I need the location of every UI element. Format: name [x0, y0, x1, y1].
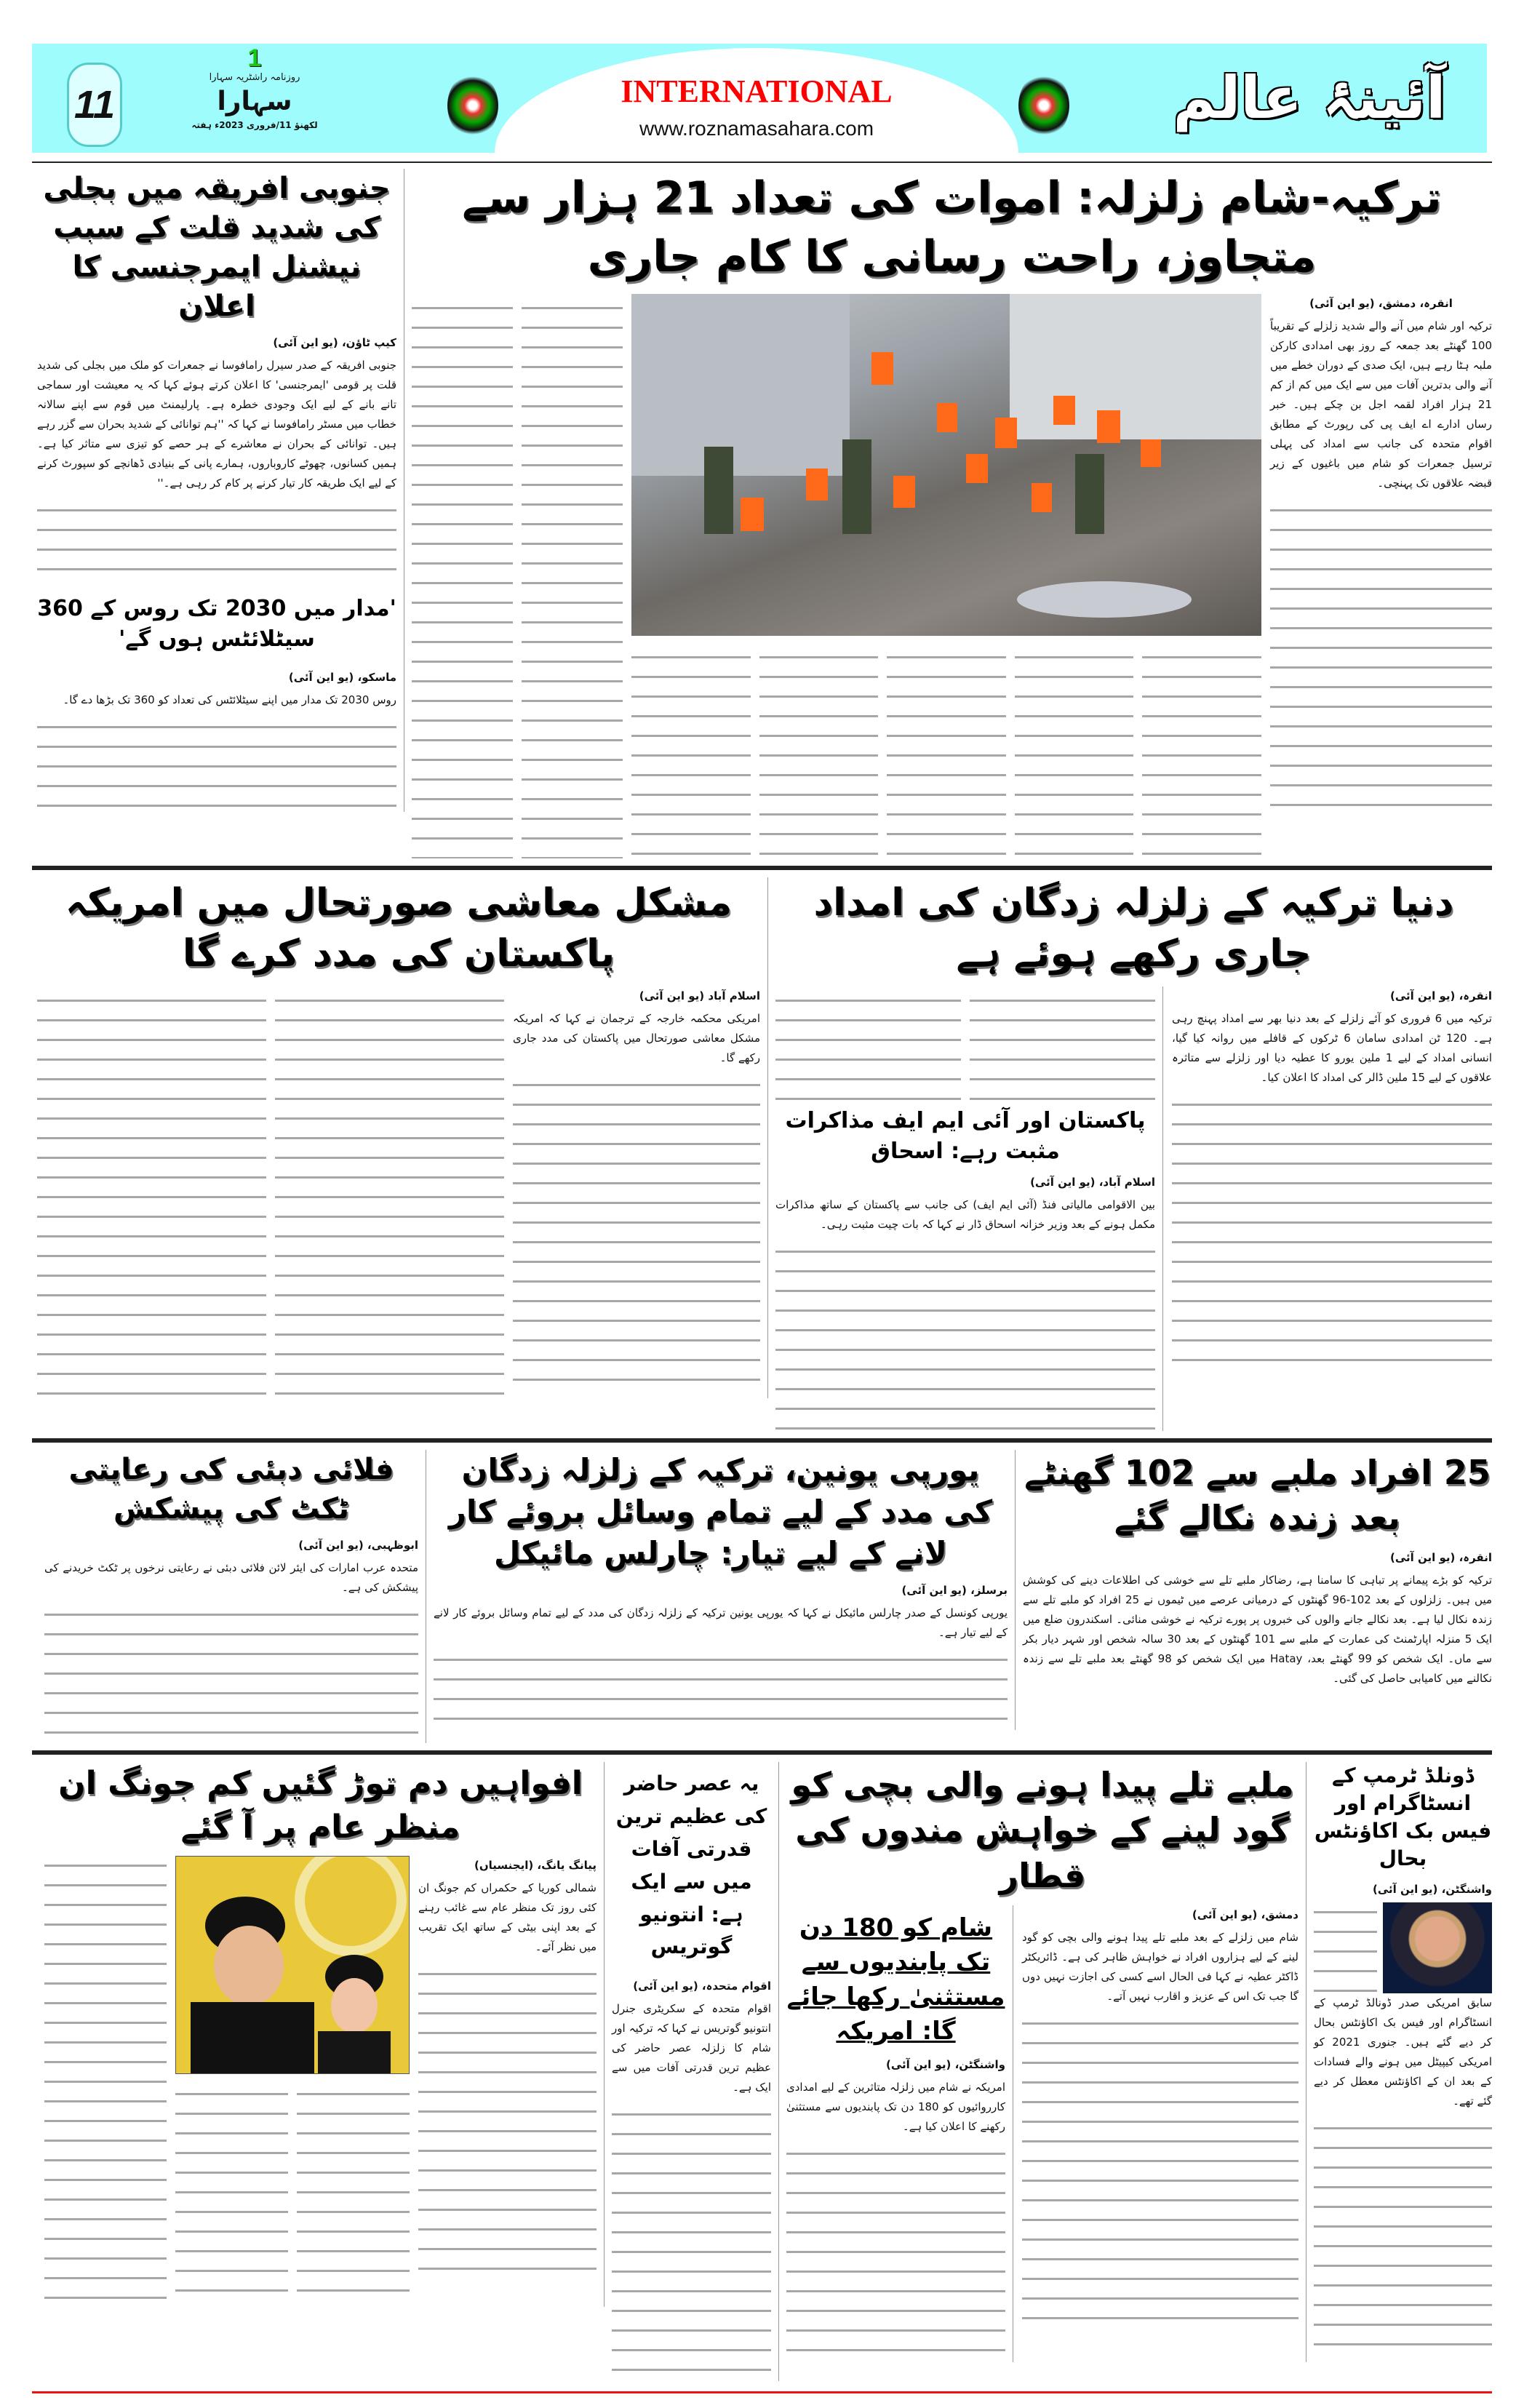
text-column [887, 647, 1006, 858]
section-divider [32, 866, 1492, 870]
headline-us-pakistan: مشکل معاشی صورتحال میں امریکہ پاکستان کی مدد کرے گا [65, 881, 733, 976]
article-world-aid [1172, 986, 1492, 1379]
dateline: اسلام آباد (یو این آئی) [639, 989, 760, 1003]
article-south-africa [37, 333, 396, 581]
story-south-africa [37, 169, 404, 812]
text-column [759, 647, 879, 858]
text-column [175, 2084, 288, 2303]
text-column [275, 991, 504, 1398]
story-rescued-25 [1023, 1450, 1492, 1691]
sunburst-emblem-icon [1018, 73, 1069, 138]
story-world-aid [775, 877, 1492, 1431]
article-baby-adoption [1022, 1905, 1298, 2334]
article-body: شام میں زلزلے کے بعد ملبے تلے پیدا ہونے والی بچی کو گود لینے کے لیے ہزاروں افراد نے خواہش ظاہر کی ہے۔ ڈائریکٹر ڈاکٹر عطیہ نے کہا فی الحال اسے کسی کی اجازت نہیں دوں گا جب تک اس کے عزیز و اقارب نہیں آتے۔ [1022, 1930, 1298, 2003]
text-column [631, 647, 751, 858]
text-continuation [513, 1075, 760, 1395]
dateline: اسلام آباد، (یو این آئی) [1030, 1176, 1155, 1189]
story-baby-adoption [786, 1762, 1306, 2362]
article-us-pakistan [513, 986, 760, 1395]
headline-trump: ڈونلڈ ٹرمپ کے انسٹاگرام اور فیس بک اکاؤنٹس بحال [1314, 1763, 1492, 1870]
text-column [37, 991, 266, 1398]
text-column [522, 298, 623, 858]
row-1 [32, 169, 1492, 858]
text-continuation [44, 1605, 418, 1743]
divider [32, 162, 1492, 163]
article-body: ترکیہ اور شام میں آنے والے شدید زلزلے کے تقریباً 100 گھنٹے بعد جمعہ کے روز بھی امدادی کارکن ملبہ ہٹا رہے ہیں، ایک صدی کے دوران خطے میں آنے والی بدترین آفات میں سے ایک میں کم از کم 21 ہزار افراد لقمہ اجل بن چکے ہیں۔ خبر رساں ادارے اے ایف پی کی رپورٹ کے مطابق اقوام متحدہ کی جانب سے امداد کی پہلی ترسیل جمعرات کو شام میں باغیوں کے زیر قبضہ علاقوں تک پہنچی۔ [1270, 319, 1492, 490]
text-continuation [37, 501, 396, 581]
text-column [775, 991, 961, 1100]
logo-numeral: 1 [247, 44, 262, 72]
row-4 [32, 1762, 1492, 2381]
text-continuation [37, 717, 396, 812]
article-flydubai [44, 1536, 418, 1743]
issue-date: لکھنؤ 11/فروری 2023ء ہفتہ [191, 120, 318, 130]
article-body: سابق امریکی صدر ڈونالڈ ٹرمپ کے انسٹاگرام اور فیس بک اکاؤنٹس بحال کر دیے گئے ہیں۔ جنوری 2021 کو امریکی کیپیٹل میں ہونے والے فسادات کے بعد ان کے اکاؤنٹس معطل کر دیے گئے تھے۔ [1314, 1996, 1492, 2108]
article-body: اقوام متحدہ کے سکریٹری جنرل انتونیو گوتریس نے کہا کہ ترکیہ اور شام کا زلزلہ عصر حاضر کی عظیم ترین قدرتی آفات میں سے ایک ہے۔ [612, 2002, 771, 2094]
story-eu-michel [434, 1450, 1016, 1730]
story-us-pakistan [37, 877, 768, 1398]
sunburst-emblem-icon [447, 73, 498, 138]
earthquake-rescue-photo [631, 294, 1261, 636]
article-kim-side-col [44, 1856, 167, 2307]
dateline: کیپ ٹاؤن، (یو این آئی) [273, 336, 396, 349]
headline-world-aid: دنیا ترکیہ کے زلزلہ زدگان کی امداد جاری رکھے ہوئے ہے [813, 881, 1454, 976]
headline-baby-adoption: ملبے تلے پیدا ہونے والی بچی کو گود لینے کے خواہش مندوں کی قطار [791, 1765, 1294, 1895]
dateline: پیانگ یانگ، (ایجنسیاں) [474, 1859, 597, 1873]
text-continuation [775, 1242, 1155, 1431]
kim-body-grid [44, 1856, 597, 2307]
dateline: اقوام متحدہ، (یو این آئی) [633, 1980, 771, 1993]
article-body: ترکیہ میں 6 فروری کو آئے زلزلے کے بعد دنیا بھر سے امداد پہنچ رہی ہے۔ 120 ٹن امدادی سامان 6 ٹرکوں کے قافلے میں روانہ کیا گیا، انسانی امداد کے لیے 1 ملین یورو کا عطیہ دیا اور زلزلے سے متاثرہ علاقوں کے لیے 15 ملین ڈالر کی امداد کا اعلان کیا۔ [1172, 1012, 1492, 1085]
headline-flydubai: فلائی دبئی کی رعایتی ٹکٹ کی پیشکش [68, 1453, 394, 1526]
dateline: واشنگٹن، (یو این آئی) [1372, 1882, 1492, 1896]
article-body: روس 2030 تک مدار میں اپنے سیٹلائٹس کی تعداد کو 360 تک بڑھا دے گا۔ [63, 693, 396, 706]
article-quake-main-col [1270, 294, 1492, 813]
story-kim-jong-un [44, 1762, 605, 2307]
text-column [1314, 1902, 1377, 1993]
trump-photo [1383, 1902, 1492, 1993]
headline-syria-sanctions: شام کو 180 دن تک پابندیوں سے مستثنیٰ رکھا جائے گا: امریکہ [786, 1913, 1005, 2046]
article-body: شمالی کوریا کے حکمراں کم جونگ ان کئی روز تک منظر عام سے غائب رہنے کے بعد اپنی بیٹی کے ساتھ ایک تقریب میں نظر آئے۔ [418, 1881, 597, 1954]
text-column [1142, 647, 1261, 858]
headline-eu-michel: یورپی یونین، ترکیہ کے زلزلہ زدگان کی مدد کے لیے تمام وسائل بروئے کار لانے کے لیے تیار: چارلس مائیکل [448, 1452, 993, 1571]
dateline: دمشق، (یو این آئی) [1192, 1907, 1298, 1921]
logo-name: سہارا [217, 87, 292, 116]
website-link[interactable]: www.roznamasahara.com [639, 117, 874, 140]
logo-tagline: روزنامہ راشٹریہ سہارا [209, 72, 300, 83]
quake-main-body-grid [412, 294, 1492, 858]
story-trump [1314, 1762, 1492, 2358]
newspaper-logo [145, 45, 364, 151]
dateline: ماسکو، (یو این آئی) [288, 671, 396, 684]
section-divider [32, 1750, 1492, 1755]
headline-russia-satellites: 'مدار میں 2030 تک روس کے 360 سیٹلائٹس ہوں گے' [37, 596, 396, 652]
dateline: انقرہ، (یو این آئی) [1389, 1550, 1492, 1564]
baby-adoption-body-grid [786, 1905, 1298, 2362]
row-2 [32, 877, 1492, 1431]
article-pak-imf [775, 1173, 1155, 1431]
article-syria-sanctions [786, 2055, 1005, 2362]
section-title-english: INTERNATIONAL [621, 73, 893, 109]
dateline: انقرہ، (یو این آئی) [1389, 989, 1492, 1003]
article-russia-satellites [37, 668, 396, 812]
syria-sanctions-col [786, 1905, 1013, 2362]
article-body: ترکیہ کو بڑے پیمانے پر تباہی کا سامنا ہے، رضاکار ملبے تلے سے خوشی کی اطلاعات دینے کی کوشش میں ہیں۔ زلزلوں کے بعد 102-96 گھنٹوں کے درمیانی عرصے میں ٹیموں نے 25 افراد کو ملبے تلے سے زندہ نکال لیا ہے۔ بعد نکالے جانے والوں کی خبروں پر پورے ترکیہ نے خوشی منائی۔ اسکندرون ضلع میں ایک 5 منزلہ اپارٹمنٹ کی عمارت کے ملبے سے 101 گھنٹوں کے بعد 30 سالہ شخص اور شہر دیار بکر سے ماں۔ ایک شخص کو 99 گھنٹے بعد، Hatay میں ایک شخص کو 98 گھنٹے بعد ملبے تلے سے زندہ نکالنے میں کامیابی حاصل کی گئی۔ [1023, 1573, 1493, 1685]
text-column [970, 991, 1155, 1100]
section-divider [32, 1438, 1492, 1443]
story-quake-main [412, 169, 1492, 858]
headline-guterres: یہ عصر حاضر کی عظیم ترین قدرتی آفات میں سے ایک ہے: انتونیو گوتریس [615, 1771, 767, 1959]
article-quake-main-left-cols [412, 294, 623, 858]
article-world-aid-continued [775, 986, 1155, 1100]
headline-south-africa: جنوبی افریقہ میں بجلی کی شدید قلت کے سبب نیشنل ایمرجنسی کا اعلان [43, 172, 391, 323]
world-aid-body-grid [775, 986, 1492, 1431]
article-body: متحدہ عرب امارات کی ایئر لائن فلائی دبئی نے رعایتی نرخوں پر ٹکٹ خریدنے کی پیشکش کی ہے۔ [44, 1561, 418, 1595]
bottom-rule [32, 2391, 1492, 2393]
article-rescued-25 [1023, 1548, 1492, 1691]
text-continuation [1172, 1095, 1492, 1379]
dateline: انقرہ، دمشق، (یو این آئی) [1309, 297, 1453, 310]
story-guterres [612, 1762, 779, 2381]
text-continuation [418, 1964, 597, 2284]
headline-kim-jong-un: افواہیں دم توڑ گئیں کم جونگ ان منظر عام پر آ گئے [58, 1765, 583, 1846]
dateline: واشنگٹن، (یو این آئی) [885, 2058, 1005, 2072]
masthead [0, 0, 1524, 162]
text-continuation [434, 1650, 1008, 1730]
text-column [1015, 647, 1134, 858]
text-column [412, 298, 513, 858]
text-continuation [1314, 2118, 1492, 2359]
article-quake-main-continued [631, 643, 1261, 858]
quake-photo-col [631, 294, 1261, 858]
text-continuation [612, 2105, 771, 2381]
kim-jong-un-photo [175, 1856, 410, 2074]
headline-quake-main: ترکیہ-شام زلزلہ: اموات کی تعداد 21 ہزار سے متجاوز، راحت رسانی کا کام جاری [462, 172, 1442, 282]
text-continuation [786, 2144, 1005, 2362]
text-continuation [1022, 2014, 1298, 2334]
row-3 [32, 1450, 1492, 1743]
dateline: برسلز، (یو این آئی) [901, 1584, 1008, 1598]
article-kim-jong-un [418, 1856, 597, 2284]
article-guterres [612, 1977, 771, 2381]
headline-pak-imf: پاکستان اور آئی ایم ایف مذاکرات مثبت رہے: اسحاق [785, 1108, 1146, 1165]
article-body: بین الاقوامی مالیاتی فنڈ (آئی ایم ایف) کی جانب سے پاکستان کے ساتھ مذاکرات مکمل ہونے کے بعد وزیر خزانہ اسحاق ڈار نے کہا کہ بات چیت مثبت رہی۔ [775, 1198, 1155, 1232]
dateline: ابوظہبی، (یو این آئی) [298, 1539, 418, 1552]
article-body: امریکہ نے شام میں زلزلہ متاثرین کے لیے امدادی کارروائیوں کو 180 دن تک پابندیوں سے مستثنیٰ رکھنے کا اعلان کیا ہے۔ [786, 2081, 1005, 2134]
article-trump [1314, 1880, 1492, 2359]
text-continuation [1270, 501, 1492, 813]
article-eu-michel [434, 1581, 1008, 1730]
us-pakistan-body-grid [37, 986, 760, 1398]
section-title-urdu: آئینۂ عالم [1173, 64, 1446, 132]
headline-rescued-25: 25 افراد ملبے سے 102 گھنٹے بعد زندہ نکالے گئے [1024, 1453, 1491, 1538]
trump-photo-row [1314, 1902, 1492, 1993]
world-aid-left-area [775, 986, 1163, 1431]
text-column [297, 2084, 410, 2303]
article-body: جنوبی افریقہ کے صدر سیرل رامافوسا نے جمعرات کو ملک میں بجلی کی شدید قلت پر قومی 'ایمرجنسی' کا اعلان کرتے ہوئے کہا کہ یہ معیشت اور سماجی تانے بانے کے لیے ایک وجودی خطرہ ہے۔ پارلیمنٹ میں قوم سے اپنے سالانہ خطاب میں مسٹر رامافوسا نے کہا کہ ''ہم توانائی کے شدید بحران سے گزر رہے ہیں۔ توانائی کے بحران نے معاشرے کے ہر حصے کو تیزی سے متاثر کیا ہے۔ ہمیں کسانوں، چھوٹے کاروباروں، ہمارے پانی کے بنیادی ڈھانچے کو سپورٹ کرنے کے لیے ایک طریقہ کار تیار کرنے پر کام کر رہی ہے۔'' [37, 359, 396, 490]
page-number: 11 [67, 63, 122, 147]
story-flydubai [44, 1450, 426, 1743]
article-body: امریکی محکمہ خارجہ کے ترجمان نے کہا کہ امریکہ مشکل معاشی صورتحال میں پاکستان کی مدد جاری رکھے گا۔ [513, 1012, 760, 1065]
article-body: یورپی کونسل کے صدر چارلس مائیکل نے کہا کہ یورپی یونین ترکیہ کے زلزلہ زدگان کی مدد کے لیے تمام وسائل بروئے کار لانے کے لیے تیار ہے۔ [434, 1606, 1008, 1640]
article-kim-continued [175, 2080, 410, 2303]
kim-photo-col [175, 1856, 410, 2303]
